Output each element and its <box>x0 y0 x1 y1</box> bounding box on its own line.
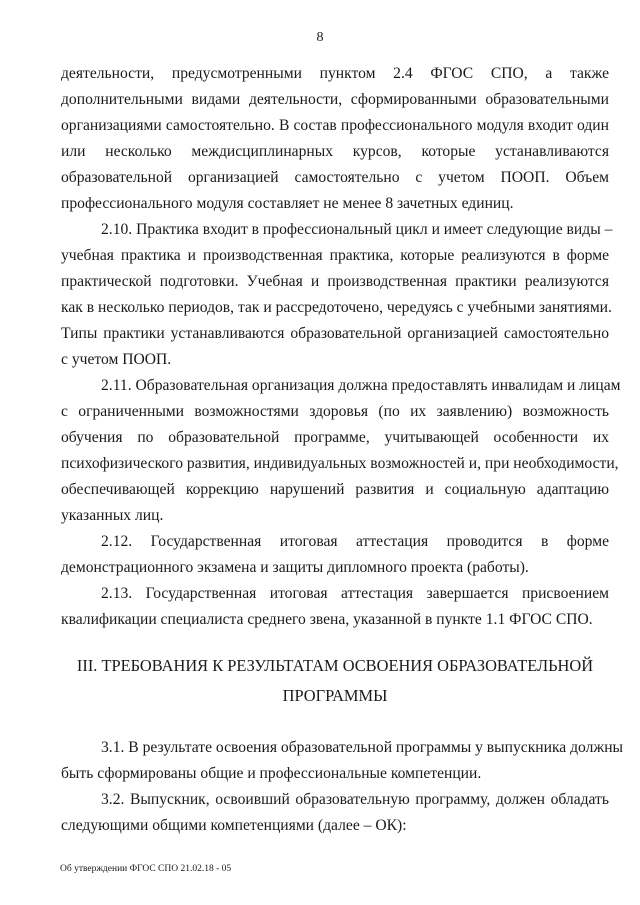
paragraph-3-2 <box>61 787 609 839</box>
text-line: с учетом ПООП. <box>61 351 172 368</box>
text-line: учебная практика и производственная практика, которые реализуются в форме <box>61 247 609 264</box>
text-line: практической подготовки. Учебная и производственная практики реализуются <box>61 273 609 290</box>
text-line: обеспечивающей коррекцию нарушений развития и социальную адаптацию <box>61 481 609 498</box>
page-footer: Об утверждении ФГОС СПО 21.02.18 - 05 <box>60 864 232 874</box>
text-line: 3.2. Выпускник, освоивший образовательную программу, должен обладать <box>101 791 609 808</box>
text-line: профессионального модуля составляет не менее 8 зачетных единиц. <box>61 195 514 212</box>
text-line: образовательной организацией самостоятельно с учетом ПООП. Объем <box>61 169 609 186</box>
text-line: следующими общими компетенциями (далее – ОК): <box>61 817 407 834</box>
heading-line: ПРОГРАММЫ <box>282 686 388 705</box>
heading-line: III. ТРЕБОВАНИЯ К РЕЗУЛЬТАТАМ ОСВОЕНИЯ ОБРАЗОВАТЕЛЬНОЙ <box>76 656 594 675</box>
text-line: деятельности, предусмотренными пунктом 2.4 ФГОС СПО, а также <box>61 65 609 82</box>
text-line: демонстрационного экзамена и защиты дипломного проекта (работы). <box>61 559 529 576</box>
paragraph-2-11 <box>61 373 621 529</box>
section-heading-iii <box>61 651 609 711</box>
text-line: организациями самостоятельно. В состав профессионального модуля входит один <box>61 117 609 134</box>
paragraph-2-13 <box>61 581 609 633</box>
paragraph-module-continuation <box>61 61 609 217</box>
text-line: как в несколько периодов, так и рассредоточено, чередуясь с учебными занятиями. <box>61 299 612 316</box>
text-line: 2.12. Государственная итоговая аттестация проводится в форме <box>101 533 609 550</box>
text-line: психофизического развития, индивидуальных возможностей и, при необходимости, <box>61 455 619 472</box>
text-line: квалификации специалиста среднего звена, указанной в пункте 1.1 ФГОС СПО. <box>61 611 593 628</box>
text-line: с ограниченными возможностями здоровья (по их заявлению) возможность <box>61 403 609 420</box>
text-line: дополнительными видами деятельности, сформированными образовательными <box>61 91 609 108</box>
text-line: 2.11. Образовательная организация должна предоставлять инвалидам и лицам <box>101 377 621 394</box>
text-line: 3.1. В результате освоения образовательной программы у выпускника должны <box>101 739 624 756</box>
text-line: 2.10. Практика входит в профессиональный цикл и имеет следующие виды – <box>101 221 613 238</box>
paragraph-3-1 <box>61 735 624 787</box>
text-line: быть сформированы общие и профессиональные компетенции. <box>61 765 482 782</box>
paragraph-2-10 <box>61 217 613 373</box>
text-line: или несколько междисциплинарных курсов, которые устанавливаются <box>61 143 609 160</box>
text-line: указанных лиц. <box>61 507 164 524</box>
paragraph-2-12 <box>61 529 609 581</box>
text-line: обучения по образовательной программе, учитывающей особенности их <box>61 429 609 446</box>
page-number: 8 <box>316 30 324 45</box>
text-line: Типы практики устанавливаются образовательной организацией самостоятельно <box>61 325 609 342</box>
text-line: 2.13. Государственная итоговая аттестация завершается присвоением <box>101 585 609 602</box>
